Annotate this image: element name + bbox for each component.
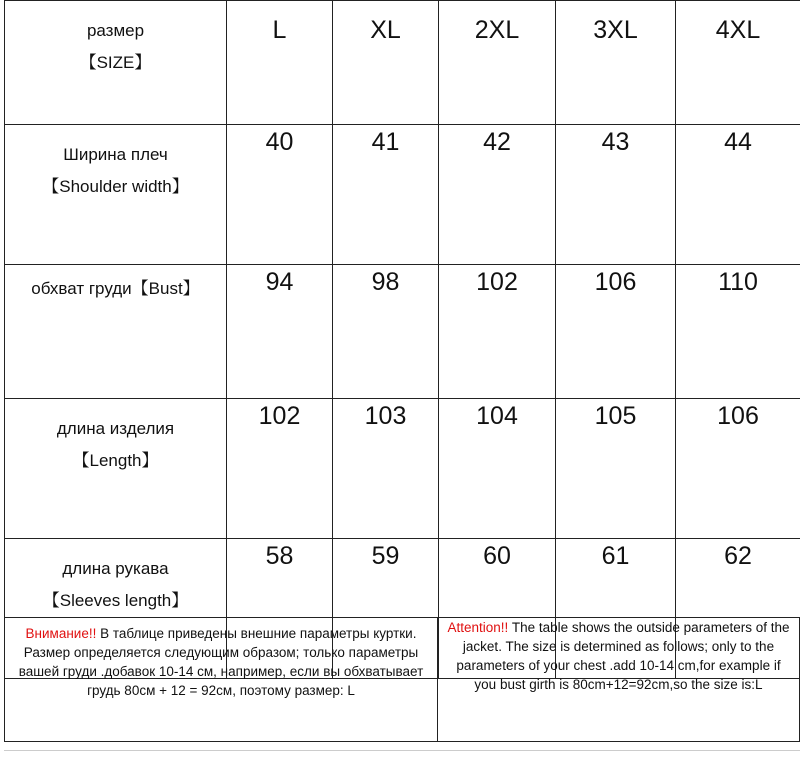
row-label-cell (5, 265, 227, 399)
table-cell: 43 (556, 125, 676, 265)
table-cell: 106 (676, 399, 800, 539)
table-cell: 98 (333, 265, 439, 399)
table-row-shoulder (5, 125, 800, 265)
table-cell: 105 (556, 399, 676, 539)
table-cell: 103 (333, 399, 439, 539)
size-header-ru: размер (86, 21, 145, 40)
table-cell: 42 (439, 125, 556, 265)
warning-label-en: Attention!! (447, 620, 509, 635)
row-label-en: 【Length】 (72, 451, 159, 470)
row-label-en: 【Shoulder width】 (42, 177, 189, 196)
table-cell: 102 (227, 399, 333, 539)
warning-label-ru: Внимание!! (25, 626, 97, 641)
table-cell: 94 (227, 265, 333, 399)
table-cell: 59 (333, 539, 439, 679)
table-cell: 58 (227, 539, 333, 679)
notes-row (4, 617, 800, 742)
row-label-full: обхват груди【Bust】 (31, 279, 200, 298)
table-cell: 41 (333, 125, 439, 265)
size-header-cell (5, 1, 227, 125)
size-column-header: 2XL (439, 1, 556, 125)
size-table (4, 0, 800, 679)
row-label-ru: длина изделия (56, 419, 175, 438)
table-cell: 61 (556, 539, 676, 679)
row-label-ru: длина рукава (62, 559, 169, 578)
table-cell: 62 (676, 539, 800, 679)
row-label-cell (5, 125, 227, 265)
size-column-header: L (227, 1, 333, 125)
note-text-en: The table shows the outside parameters of the jacket. The size is determined as follows; only to the parameters of your chest .add 10-14 cm,for example if you bust girth is 80cm+12=92cm,so the size is:L (456, 620, 790, 692)
row-label-cell (5, 399, 227, 539)
size-header-en: 【SIZE】 (79, 53, 152, 72)
table-cell: 60 (439, 539, 556, 679)
table-cell: 102 (439, 265, 556, 399)
table-cell: 40 (227, 125, 333, 265)
size-column-header: 3XL (556, 1, 676, 125)
table-row-length (5, 399, 800, 539)
note-russian (4, 617, 437, 742)
size-column-header: XL (333, 1, 439, 125)
table-cell: 106 (556, 265, 676, 399)
table-cell: 104 (439, 399, 556, 539)
row-label-ru: Ширина плеч (63, 145, 168, 164)
table-header-row (5, 1, 800, 125)
table-cell: 44 (676, 125, 800, 265)
note-text-ru: В таблице приведены внешние параметры куртки. Размер определяется следующим образом; только параметры вашей груди .добавок 10-14 см, например, если вы обхватывает грудь 80см + 12 = 92см, поэтому размер: L (18, 626, 424, 698)
divider (4, 750, 800, 751)
row-label-en: 【Sleeves length】 (42, 591, 189, 610)
table-row-bust (5, 265, 800, 399)
size-column-header: 4XL (676, 1, 800, 125)
note-english (437, 617, 800, 742)
table-cell: 110 (676, 265, 800, 399)
